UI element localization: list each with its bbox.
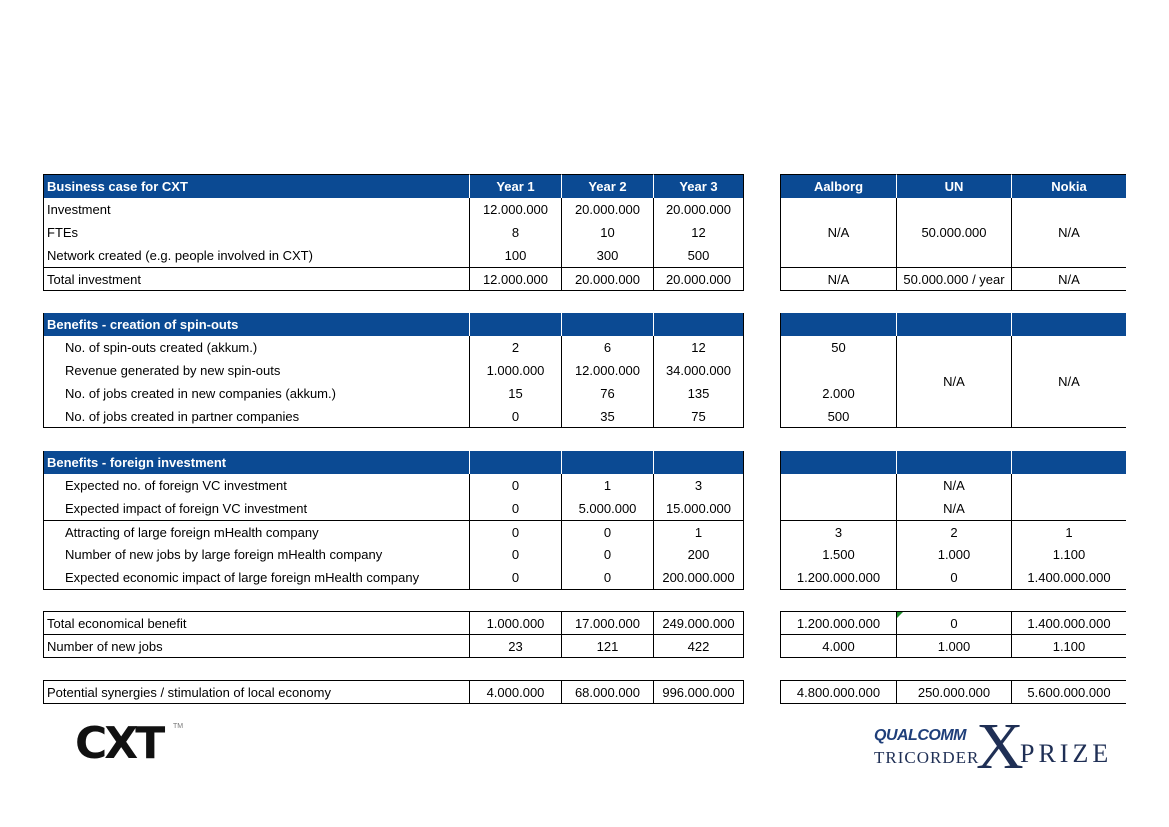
synergies-label: Potential synergies / stimulation of local economy: [43, 680, 469, 704]
table-cell: 0: [896, 566, 1011, 590]
xprize-x-mark: X: [976, 710, 1024, 783]
table-cell: N/A: [1011, 267, 1126, 291]
table-cell: 1.100: [1011, 634, 1126, 658]
table-cell: 1.000: [896, 543, 1011, 566]
table-cell: [780, 474, 896, 520]
table-cell: 12: [653, 221, 744, 244]
header-blank: [653, 451, 744, 474]
table-cell: 23: [469, 634, 561, 658]
jobs-new-companies-label: No. of jobs created in new companies (akkum.): [43, 382, 469, 405]
table-cell: 5.000.000: [561, 497, 653, 520]
table-cell: 1: [1011, 520, 1126, 543]
header-blank: [896, 313, 1011, 336]
header-blank: [1011, 451, 1126, 474]
table-cell: 0: [896, 611, 1011, 634]
table-cell: 20.000.000: [653, 198, 744, 221]
table-cell: 300: [561, 244, 653, 267]
table-cell: 100: [469, 244, 561, 267]
number-new-jobs-label: Number of new jobs: [43, 634, 469, 658]
table-cell: 2: [469, 336, 561, 359]
table-cell: 5.600.000.000: [1011, 680, 1126, 704]
table-cell: 2.000: [780, 382, 896, 405]
total-economical-benefit-label: Total economical benefit: [43, 611, 469, 634]
table-cell: 1.000.000: [469, 611, 561, 634]
table-cell: 50.000.000 / year: [896, 267, 1011, 291]
table-cell: 0: [561, 520, 653, 543]
table-cell: 20.000.000: [561, 198, 653, 221]
table-cell: 249.000.000: [653, 611, 744, 634]
investment-label: Investment: [43, 198, 469, 221]
table-cell: 10: [561, 221, 653, 244]
spinouts-header: Benefits - creation of spin-outs: [43, 313, 469, 336]
mhealth-jobs-label: Number of new jobs by large foreign mHealth company: [43, 543, 469, 566]
table-cell: 0: [469, 520, 561, 543]
table-cell: 1.100: [1011, 543, 1126, 566]
aalborg-header: Aalborg: [780, 174, 896, 198]
cxt-logo: CXT: [75, 718, 163, 769]
trademark-mark: TM: [173, 723, 184, 730]
table-cell: 20.000.000: [653, 267, 744, 291]
table-cell: 75: [653, 405, 744, 428]
table-cell: 4.000: [780, 634, 896, 658]
foreign-vc-count-label: Expected no. of foreign VC investment: [43, 474, 469, 497]
table-cell: 68.000.000: [561, 680, 653, 704]
table-cell: 200.000.000: [653, 566, 744, 590]
table-cell: 4.000.000: [469, 680, 561, 704]
table-cell: 1.500: [780, 543, 896, 566]
table-cell: 0: [561, 566, 653, 590]
table-cell: 0: [469, 543, 561, 566]
table-cell: 12.000.000: [469, 198, 561, 221]
header-blank: [1011, 313, 1126, 336]
year1-header: Year 1: [469, 174, 561, 198]
table-cell: N/A: [780, 267, 896, 291]
table-cell: 0: [469, 474, 561, 497]
table-cell: 1.000.000: [469, 359, 561, 382]
table-cell: 1.400.000.000: [1011, 611, 1126, 634]
table-cell: 1: [561, 474, 653, 497]
table-cell: 20.000.000: [561, 267, 653, 291]
table-cell: 8: [469, 221, 561, 244]
table-cell: 17.000.000: [561, 611, 653, 634]
qualcomm-wordmark: QUALCOMM: [874, 727, 966, 744]
table-cell: 34.000.000: [653, 359, 744, 382]
aalborg-investment: N/A: [780, 198, 896, 267]
spinouts-created-label: No. of spin-outs created (akkum.): [43, 336, 469, 359]
network-created-label: Network created (e.g. people involved in CXT): [43, 244, 469, 267]
table-cell: 35: [561, 405, 653, 428]
mhealth-impact-label: Expected economic impact of large foreign mHealth company: [43, 566, 469, 590]
table-cell: 15: [469, 382, 561, 405]
table-cell: 500: [780, 405, 896, 428]
header-blank: [896, 451, 1011, 474]
header-blank: [469, 451, 561, 474]
header-blank: [780, 451, 896, 474]
table-cell: 12.000.000: [561, 359, 653, 382]
table-cell: 1: [653, 520, 744, 543]
jobs-partner-companies-label: No. of jobs created in partner companies: [43, 405, 469, 428]
nokia-investment: N/A: [1011, 198, 1126, 267]
year3-header: Year 3: [653, 174, 744, 198]
table-cell: 500: [653, 244, 744, 267]
table-cell: 0: [469, 566, 561, 590]
header-blank: [653, 313, 744, 336]
table-cell: 3: [780, 520, 896, 543]
un-investment: 50.000.000: [896, 198, 1011, 267]
comment-marker-icon: [897, 612, 903, 618]
table-cell: 12: [653, 336, 744, 359]
un-header: UN: [896, 174, 1011, 198]
prize-wordmark: PRIZE: [1020, 739, 1113, 768]
table-cell: 996.000.000: [653, 680, 744, 704]
large-mhealth-label: Attracting of large foreign mHealth company: [43, 520, 469, 543]
table-cell: 1.400.000.000: [1011, 566, 1126, 590]
table-cell: 200: [653, 543, 744, 566]
revenue-spinouts-label: Revenue generated by new spin-outs: [43, 359, 469, 382]
table-cell: N/A: [896, 474, 1011, 497]
total-investment-label: Total investment: [43, 267, 469, 291]
table-cell: 250.000.000: [896, 680, 1011, 704]
tricorder-wordmark: TRICORDER: [874, 748, 980, 767]
table-cell: 4.800.000.000: [780, 680, 896, 704]
header-blank: [561, 451, 653, 474]
header-blank: [780, 313, 896, 336]
table-cell: 50: [780, 336, 896, 359]
qualcomm-tricorder-xprize-logo: [872, 710, 1122, 786]
table-cell: 2: [896, 520, 1011, 543]
table-cell: 6: [561, 336, 653, 359]
nokia-spinouts: N/A: [1011, 336, 1126, 428]
table-cell: 1.200.000.000: [780, 611, 896, 634]
table-cell: 3: [653, 474, 744, 497]
table-cell: [1011, 474, 1126, 520]
table-cell: [780, 359, 896, 382]
table-cell: 1.200.000.000: [780, 566, 896, 590]
table-cell: 12.000.000: [469, 267, 561, 291]
header-blank: [469, 313, 561, 336]
table-cell: 422: [653, 634, 744, 658]
table-cell: 0: [561, 543, 653, 566]
table-cell: 0: [469, 497, 561, 520]
table-cell: 135: [653, 382, 744, 405]
table-cell: 0: [469, 405, 561, 428]
business-case-header: Business case for CXT: [43, 174, 469, 198]
table-cell: N/A: [896, 497, 1011, 520]
ftes-label: FTEs: [43, 221, 469, 244]
table-cell: 76: [561, 382, 653, 405]
header-blank: [561, 313, 653, 336]
nokia-header: Nokia: [1011, 174, 1126, 198]
table-cell: 15.000.000: [653, 497, 744, 520]
year2-header: Year 2: [561, 174, 653, 198]
foreign-investment-header: Benefits - foreign investment: [43, 451, 469, 474]
foreign-vc-impact-label: Expected impact of foreign VC investment: [43, 497, 469, 520]
table-cell: 121: [561, 634, 653, 658]
un-spinouts: N/A: [896, 336, 1011, 428]
table-cell: 1.000: [896, 634, 1011, 658]
